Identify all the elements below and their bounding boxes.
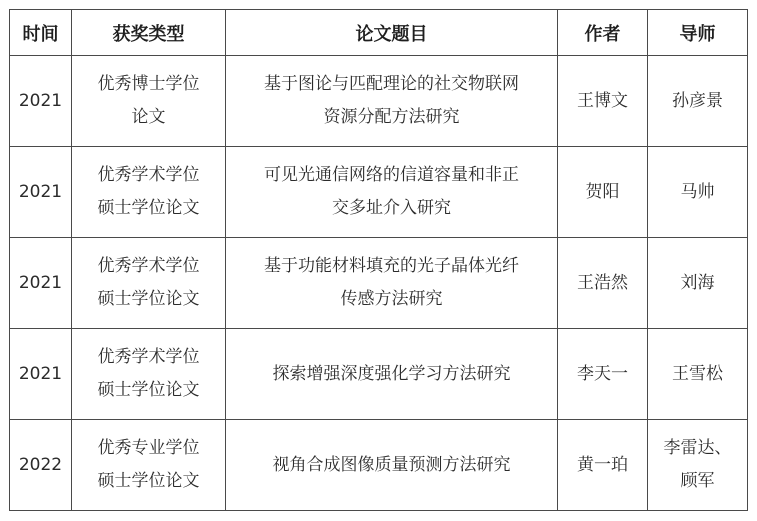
advisor-text: 刘海 [680, 272, 715, 293]
cell-award-type [72, 329, 226, 420]
table-row [10, 329, 748, 420]
cell-author: 王博文 [558, 56, 648, 147]
award-type-text: 优秀博士学位 论文 [97, 74, 200, 127]
header-award-type: 获奖类型 [72, 10, 226, 56]
cell-time: 2021 [10, 147, 72, 238]
cell-advisor [648, 238, 748, 329]
cell-author: 王浩然 [558, 238, 648, 329]
header-time: 时间 [10, 10, 72, 56]
cell-advisor [648, 56, 748, 147]
advisor-text: 李雷达、 顾军 [663, 438, 732, 491]
table-row [10, 147, 748, 238]
cell-time: 2021 [10, 56, 72, 147]
title-text: 视角合成图像质量预测方法研究 [272, 454, 511, 475]
advisor-text: 马帅 [680, 181, 715, 202]
award-type-text: 优秀学术学位 硕士学位论文 [97, 347, 200, 400]
table-row [10, 56, 748, 147]
table-row [10, 238, 748, 329]
title-text: 可见光通信网络的信道容量和非正 交多址介入研究 [264, 165, 519, 218]
cell-title [226, 420, 558, 511]
advisor-text: 孙彦景 [672, 90, 723, 111]
cell-award-type [72, 238, 226, 329]
cell-title [226, 147, 558, 238]
award-type-text: 优秀专业学位 硕士学位论文 [97, 438, 200, 491]
cell-time: 2021 [10, 238, 72, 329]
cell-author: 黄一珀 [558, 420, 648, 511]
header-title: 论文题目 [226, 10, 558, 56]
award-type-text: 优秀学术学位 硕士学位论文 [97, 165, 200, 218]
cell-award-type [72, 420, 226, 511]
title-text: 基于图论与匹配理论的社交物联网 资源分配方法研究 [264, 74, 519, 127]
header-author: 作者 [558, 10, 648, 56]
cell-award-type [72, 56, 226, 147]
cell-title [226, 56, 558, 147]
header-advisor: 导师 [648, 10, 748, 56]
awards-table [9, 9, 748, 511]
cell-title [226, 238, 558, 329]
cell-author: 贺阳 [558, 147, 648, 238]
cell-advisor [648, 147, 748, 238]
cell-author: 李天一 [558, 329, 648, 420]
title-text: 探索增强深度强化学习方法研究 [272, 363, 511, 384]
table-header-row [10, 10, 748, 56]
award-type-text: 优秀学术学位 硕士学位论文 [97, 256, 200, 309]
cell-award-type [72, 147, 226, 238]
cell-time: 2021 [10, 329, 72, 420]
advisor-text: 王雪松 [672, 363, 723, 384]
cell-advisor [648, 329, 748, 420]
cell-time: 2022 [10, 420, 72, 511]
cell-advisor [648, 420, 748, 511]
title-text: 基于功能材料填充的光子晶体光纤 传感方法研究 [264, 256, 519, 309]
cell-title [226, 329, 558, 420]
table-row [10, 420, 748, 511]
